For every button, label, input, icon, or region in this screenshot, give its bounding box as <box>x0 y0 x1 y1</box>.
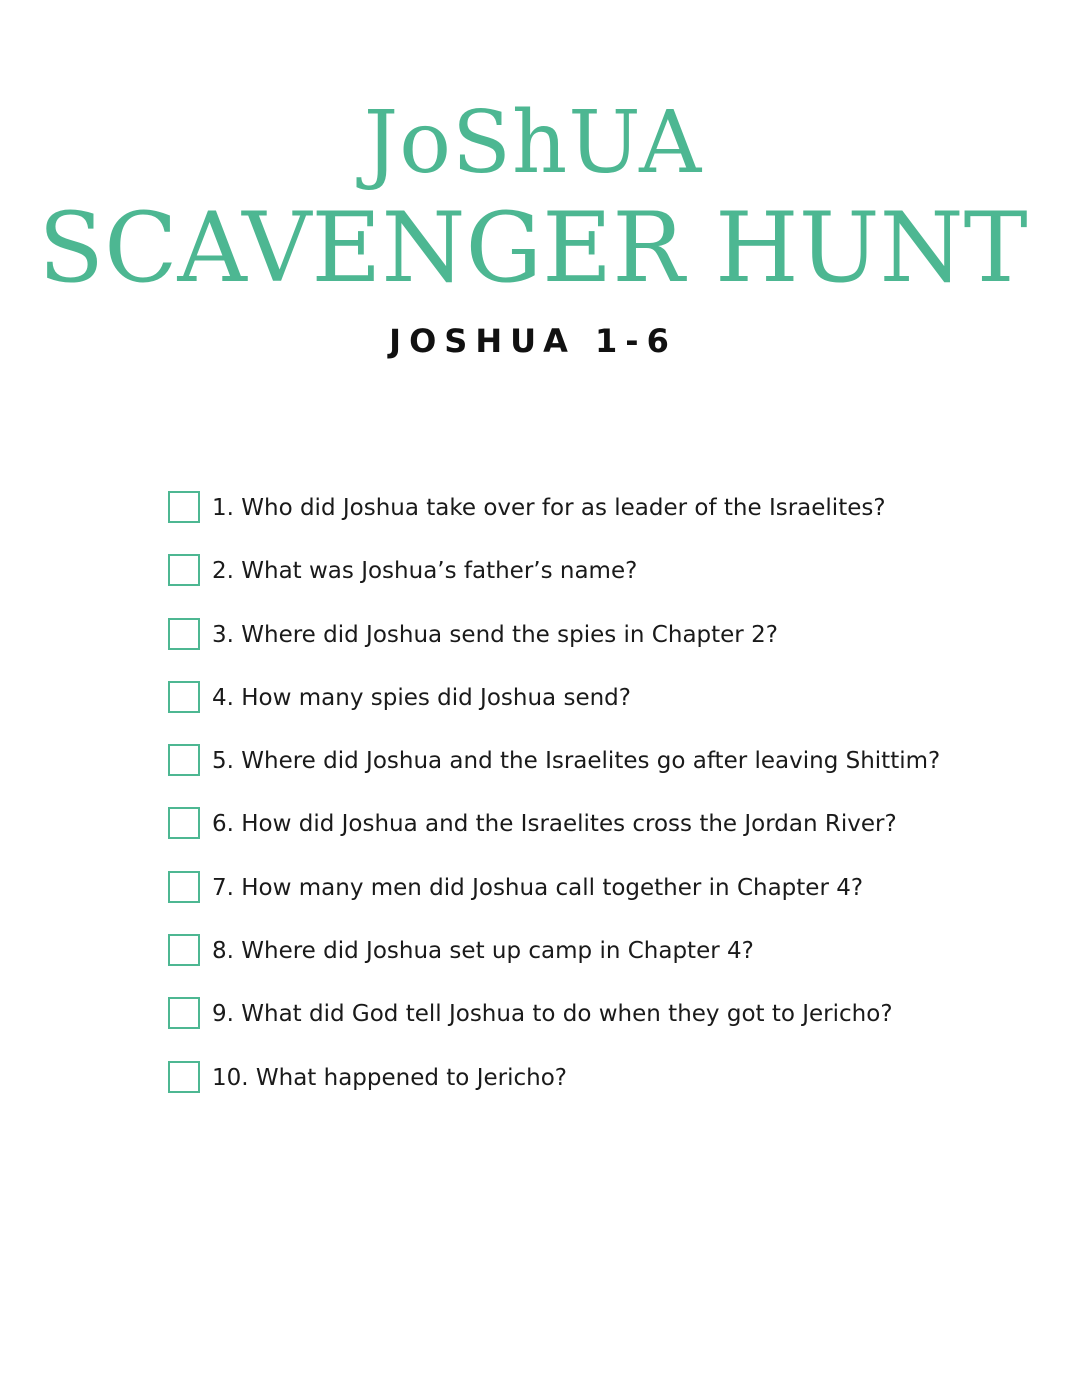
list-item <box>168 806 1028 869</box>
question-checkbox-9[interactable] <box>168 997 200 1029</box>
question-text: 2. What was Joshua’s father’s name? <box>212 558 638 585</box>
list-item <box>168 617 1028 680</box>
question-checkbox-8[interactable] <box>168 934 200 966</box>
question-checkbox-7[interactable] <box>168 871 200 903</box>
question-checkbox-4[interactable] <box>168 681 200 713</box>
question-text: 8. Where did Joshua set up camp in Chapter 4? <box>212 938 754 965</box>
page-title-line-1: JoShUA <box>363 93 703 193</box>
question-checkbox-6[interactable] <box>168 807 200 839</box>
question-text: 3. Where did Joshua send the spies in Chapter 2? <box>212 621 778 648</box>
page-title-line-2: SCAVENGER HUNT <box>38 192 1028 304</box>
list-item <box>168 553 1028 616</box>
question-text: 5. Where did Joshua and the Israelites go after leaving Shittim? <box>212 748 941 775</box>
question-checkbox-2[interactable] <box>168 554 200 586</box>
question-checkbox-3[interactable] <box>168 618 200 650</box>
list-item <box>168 933 1028 996</box>
question-checkbox-10[interactable] <box>168 1061 200 1093</box>
list-item <box>168 1060 1028 1123</box>
list-item <box>168 490 1028 553</box>
question-text: 4. How many spies did Joshua send? <box>212 684 631 711</box>
question-text: 9. What did God tell Joshua to do when they got to Jericho? <box>212 1001 893 1028</box>
list-item <box>168 870 1028 933</box>
question-checkbox-5[interactable] <box>168 744 200 776</box>
question-text: 1. Who did Joshua take over for as leader of the Israelites? <box>212 495 886 521</box>
question-text: 10. What happened to Jericho? <box>212 1064 567 1091</box>
question-text: 7. How many men did Joshua call together in Chapter 4? <box>212 874 864 901</box>
list-item <box>168 680 1028 743</box>
list-item <box>168 996 1028 1059</box>
list-item <box>168 743 1028 806</box>
question-list <box>168 490 1028 1123</box>
question-text: 6. How did Joshua and the Israelites cross the Jordan River? <box>212 811 897 838</box>
page-subtitle: JOSHUA 1-6 <box>389 322 677 360</box>
question-checkbox-1[interactable] <box>168 491 200 523</box>
